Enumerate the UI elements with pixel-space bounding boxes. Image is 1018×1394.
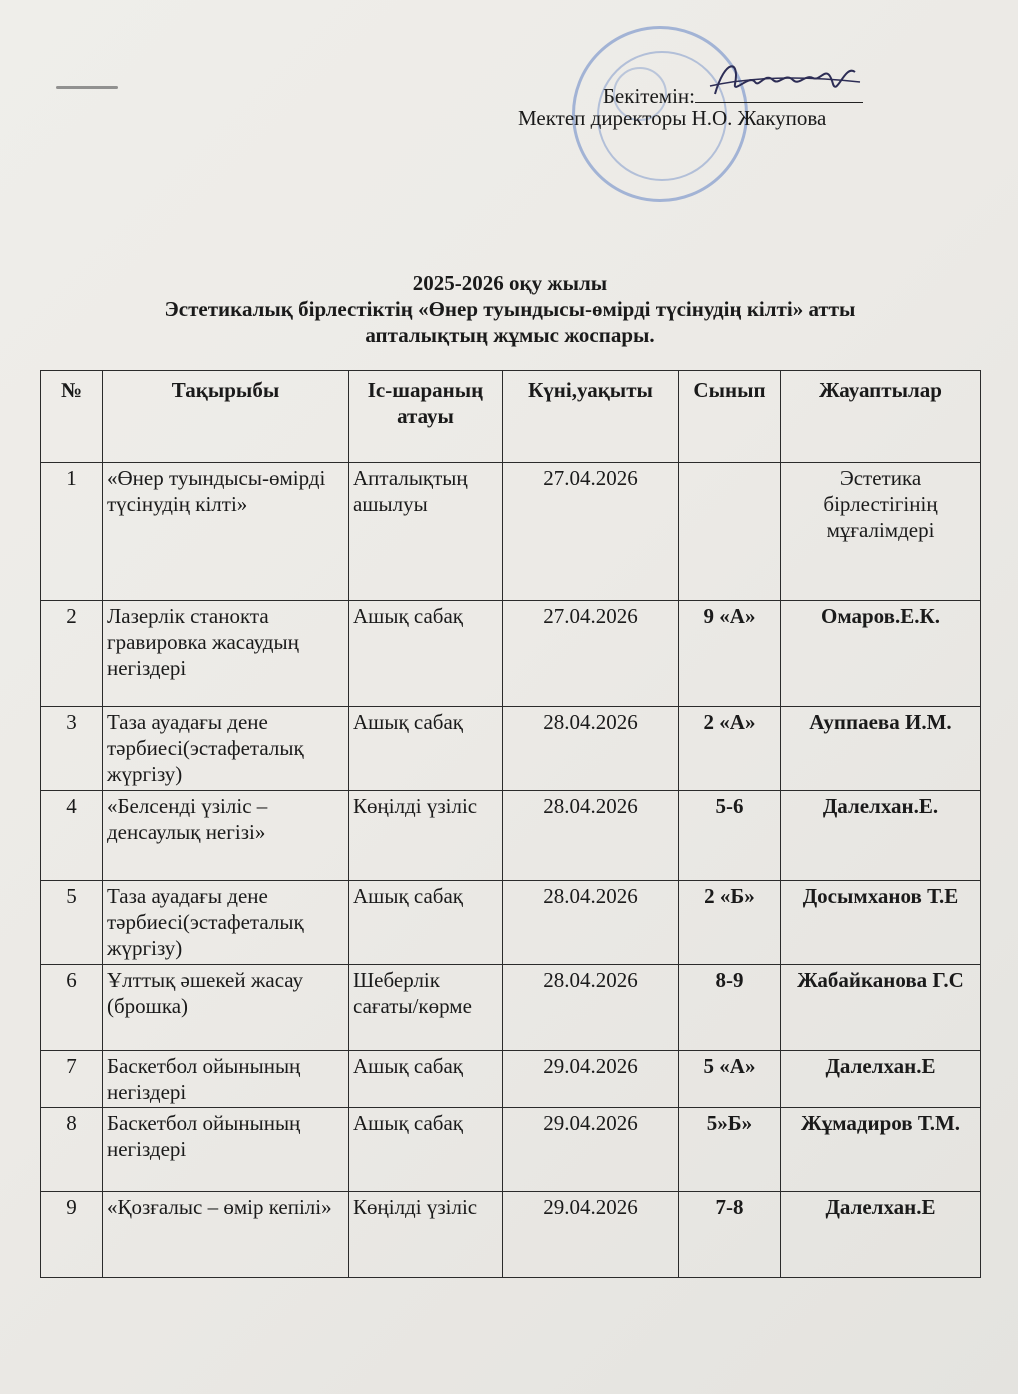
table-row: 9 «Қозғалыс – өмір кепілі» Көңілді үзіліс 29.04.2026 7-8 Далелхан.Е [41,1192,981,1278]
table-row: 1 «Өнер туындысы-өмірді түсінудің кілті» Апталықтың ашылуы 27.04.2026 Эстетика бірлестігінің мұғалімдері [41,463,981,601]
table-row: 2 Лазерлік станокта гравировка жасаудың негіздері Ашық сабақ 27.04.2026 9 «А» Омаров.Е.К. [41,601,981,707]
table-row: 6 Ұлттық әшекей жасау (брошка) Шеберлік сағаты/көрме 28.04.2026 8-9 Жабайканова Г.С [41,965,981,1051]
table-header-row [41,371,981,463]
table-row: 4 «Белсенді үзіліс – денсаулық негізі» Көңілді үзіліс 28.04.2026 5-6 Далелхан.Е. [41,791,981,881]
title-line-1: Эстетикалық бірлестіктің «Өнер туындысы-өмірді түсінудің кілті» атты [164,297,856,321]
table-row: 7 Баскетбол ойынының негіздері Ашық сабақ 29.04.2026 5 «А» Далелхан.Е [41,1051,981,1108]
signature-icon [695,54,865,104]
work-plan-table [40,370,981,1278]
academic-year: 2025-2026 оқу жылы [412,271,608,295]
header-responsible: Жауаптылар [781,371,981,463]
title-line-2: апталықтың жұмыс жоспары. [365,323,655,347]
pen-mark [56,86,118,89]
document-heading [60,270,960,348]
table-row: 8 Баскетбол ойынының негіздері Ашық сабақ 29.04.2026 5»Б» Жұмадиров Т.М. [41,1108,981,1192]
header-date: Күні,уақыты [503,371,679,463]
header-topic: Тақырыбы [103,371,349,463]
signature-line [695,84,863,103]
header-num: № [41,371,103,463]
table-row: 5 Таза ауадағы дене тәрбиесі(эстафеталық жүргізу) Ашық сабақ 28.04.2026 2 «Б» Досымханов Т.Е [41,881,981,965]
director-name: Мектеп директоры Н.О. Жакупова [518,106,827,130]
table-row: 3 Таза ауадағы дене тәрбиесі(эстафеталық жүргізу) Ашық сабақ 28.04.2026 2 «А» Ауппаева И.М. [41,707,981,791]
header-event: Іс-шараның атауы [349,371,503,463]
header-class: Сынып [679,371,781,463]
approval-label: Бекітемін: [602,84,695,108]
